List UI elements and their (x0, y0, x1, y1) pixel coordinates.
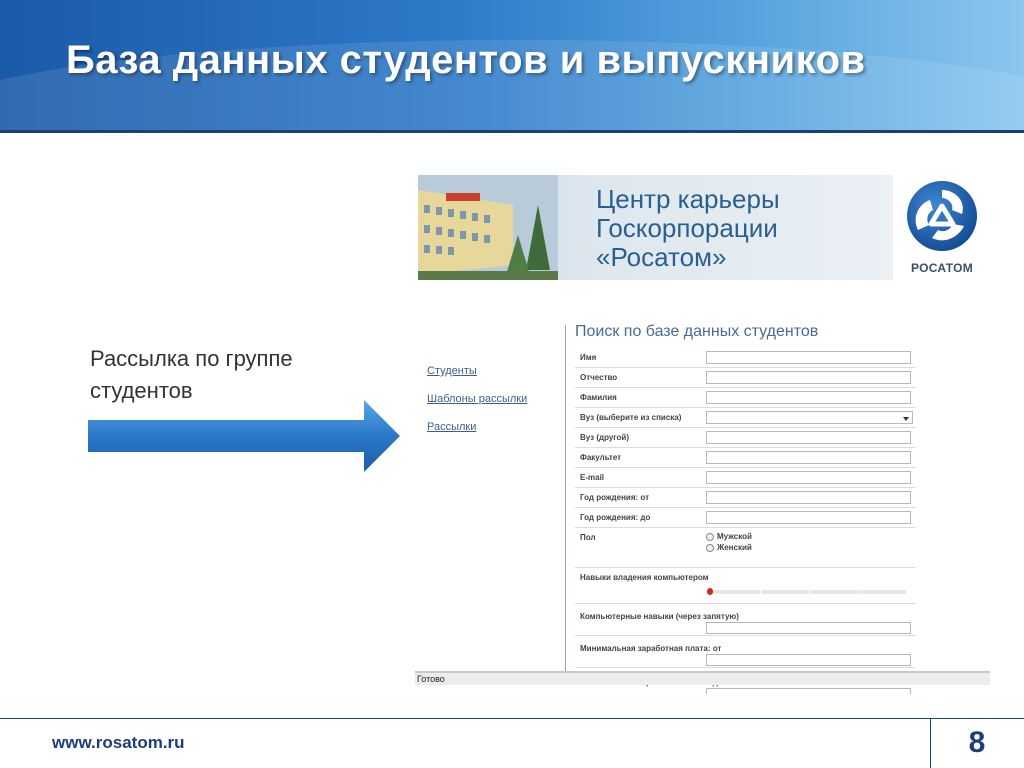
column-divider (565, 325, 566, 675)
salary-to-input[interactable] (706, 688, 911, 694)
gender-radio-group (706, 531, 752, 553)
header-divider (0, 130, 1024, 133)
browser-content (415, 290, 990, 685)
right-arrow-icon (86, 396, 404, 476)
form-row-faculty (575, 448, 915, 468)
field-label: Факультет (580, 453, 622, 462)
field-label: Год рождения: от (580, 493, 649, 502)
field-label: Отчество (580, 373, 618, 382)
surname-input[interactable] (706, 391, 911, 404)
radio-label: Женский (717, 543, 752, 552)
banner-line-1: Центр карьеры (596, 184, 780, 214)
form-row-surname (575, 388, 915, 408)
banner-line-2: Госкорпорации (596, 213, 778, 243)
field-label: Минимальная заработная плата: от (580, 644, 722, 653)
chevron-down-icon (903, 417, 909, 421)
radio-button[interactable] (706, 544, 714, 552)
nav-link-mailings[interactable]: Рассылки (427, 421, 477, 433)
field-label: Фамилия (580, 393, 617, 402)
form-row-university-select (575, 408, 915, 428)
slide-caption: Рассылка по группе студентов (90, 346, 293, 403)
field-label: Пол (580, 533, 596, 542)
logo-text: РОСАТОМ (910, 261, 974, 275)
form-row-computer-skills (575, 604, 915, 636)
banner-line-3: «Росатом» (596, 242, 727, 272)
university-select[interactable] (706, 411, 913, 424)
field-label: Имя (580, 353, 597, 362)
page-number: 8 (968, 726, 986, 759)
sidebar-nav (427, 365, 527, 449)
name-input[interactable] (706, 351, 911, 364)
university-other-input[interactable] (706, 431, 911, 444)
birth-year-to-input[interactable] (706, 511, 911, 524)
field-label: Вуз (выберите из списка) (580, 413, 682, 422)
nav-link-mailing-templates[interactable]: Шаблоны рассылки (427, 393, 528, 405)
slide-title: База данных студентов и выпускников (66, 38, 866, 82)
birth-year-from-input[interactable] (706, 491, 911, 504)
footer-url[interactable]: www.rosatom.ru (52, 733, 185, 752)
nav-link-students[interactable]: Студенты (427, 365, 477, 377)
gender-option-female[interactable] (706, 542, 752, 553)
status-text: Готово (417, 674, 445, 684)
salary-from-input[interactable] (706, 654, 911, 666)
banner-text (596, 185, 780, 272)
form-row-birth-to (575, 508, 915, 528)
footer-divider (0, 718, 1024, 719)
field-label: Компьютерные навыки (через запятую) (580, 612, 739, 621)
field-label: Навыки владения компьютером (580, 573, 709, 582)
field-label: Вуз (другой) (580, 433, 629, 442)
form-row-birth-from (575, 488, 915, 508)
radio-label: Мужской (717, 532, 752, 541)
email-input[interactable] (706, 471, 911, 484)
form-row-gender (575, 528, 915, 568)
form-row-email (575, 468, 915, 488)
field-label: Год рождения: до (580, 513, 651, 522)
form-title: Поиск по базе данных студентов (575, 323, 819, 340)
skills-slider[interactable] (711, 590, 906, 594)
field-label: E-mail (580, 473, 605, 482)
form-row-patronymic (575, 368, 915, 388)
patronymic-input[interactable] (706, 371, 911, 384)
radio-button[interactable] (706, 533, 714, 541)
form-row-computer-skills-level (575, 568, 915, 604)
career-center-banner (418, 175, 893, 280)
form-row-name (575, 348, 915, 368)
gender-option-male[interactable] (706, 531, 752, 542)
slide-header (0, 0, 1024, 132)
browser-status-bar (415, 671, 990, 685)
faculty-input[interactable] (706, 451, 911, 464)
slider-handle[interactable] (707, 588, 713, 595)
form-row-university-other (575, 428, 915, 448)
computer-skills-input[interactable] (706, 622, 911, 634)
search-form (575, 348, 915, 690)
building-image (418, 175, 558, 280)
form-row-salary-from (575, 636, 915, 668)
